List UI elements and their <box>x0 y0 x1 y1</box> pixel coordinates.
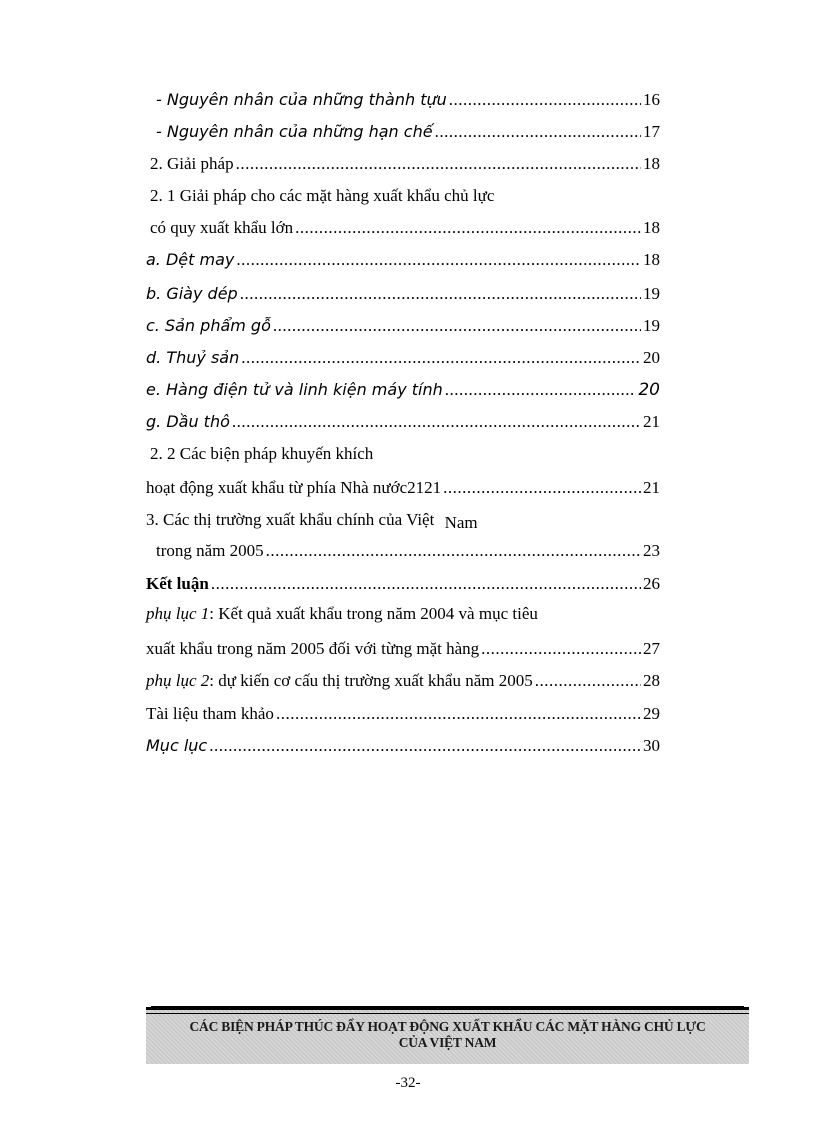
toc-entry-label: 3. Các thị trường xuất khẩu chính của Việt <box>146 510 435 529</box>
toc-entry[interactable] <box>146 570 660 594</box>
appendix-label: phụ lục 1 <box>146 604 210 623</box>
leader-dots <box>266 541 641 561</box>
toc-entry-label: - Nguyên nhân của những thành tựu <box>156 90 447 109</box>
leader-dots <box>273 316 641 336</box>
leader-dots <box>445 380 637 400</box>
toc-entry-label: hoạt động xuất khẩu từ phía Nhà nước2121 <box>146 478 442 497</box>
toc-heading-line <box>150 444 373 464</box>
toc-entry[interactable] <box>150 150 660 174</box>
toc-entry[interactable] <box>146 635 660 659</box>
toc-entry-label: b. Giày dép <box>146 284 238 303</box>
toc-entry[interactable] <box>146 732 660 756</box>
toc-entry-label: trong năm 2005 <box>156 541 264 560</box>
footer-rule <box>146 1013 749 1014</box>
leader-dots <box>241 348 641 368</box>
toc-entry-page: 21 <box>643 478 660 497</box>
footer-title-line2: CỦA VIỆT NAM <box>398 1035 497 1050</box>
toc-entry-label: a. Dệt may <box>146 250 235 269</box>
toc-heading-line <box>146 510 478 530</box>
toc-entry-label: Kết luận <box>146 574 209 593</box>
toc-entry[interactable] <box>150 214 660 238</box>
toc-entry[interactable] <box>156 537 660 561</box>
toc-entry-label: Tài liệu tham khảo <box>146 704 274 723</box>
toc-heading-line <box>150 186 494 206</box>
toc-entry-label: d. Thuỷ sản <box>146 348 240 367</box>
toc-entry-page: 16 <box>643 90 660 109</box>
toc-entry-suffix: Nam <box>444 513 478 532</box>
toc-entry-page: 21 <box>643 412 660 431</box>
leader-dots <box>535 671 641 691</box>
toc-entry-page: 17 <box>643 122 660 141</box>
toc-entry[interactable] <box>146 408 660 432</box>
appendix-title: : dự kiến cơ cấu thị trường xuất khẩu năm 2005 <box>209 671 533 690</box>
toc-entry-label: có quy xuất khẩu lớn <box>150 218 294 237</box>
leader-dots <box>232 412 641 432</box>
toc-entry-page: 30 <box>643 736 660 755</box>
toc-entry-label <box>146 671 533 691</box>
toc-heading-line <box>146 604 538 624</box>
leader-dots <box>276 704 641 724</box>
toc-entry-page: 19 <box>643 316 660 335</box>
toc-entry-label: c. Sản phẩm gỗ <box>146 316 271 335</box>
toc-entry[interactable] <box>146 246 660 270</box>
leader-dots <box>211 574 641 594</box>
toc-entry-label: 2. Giải pháp <box>150 154 234 173</box>
leader-dots <box>435 122 641 142</box>
toc-entry-label: 2. 2 Các biện pháp khuyến khích <box>150 444 374 463</box>
leader-dots <box>481 639 641 659</box>
leader-dots <box>236 154 641 174</box>
leader-dots <box>236 250 641 270</box>
toc-entry-page: 23 <box>643 541 660 560</box>
toc-entry-page: 18 <box>643 218 660 237</box>
toc-entry[interactable] <box>156 118 660 142</box>
toc-entry-page: 20 <box>643 348 660 367</box>
toc-entry-page: 29 <box>643 704 660 723</box>
toc-entry-page: 27 <box>643 639 660 658</box>
leader-dots <box>295 218 641 238</box>
toc-entry-label: e. Hàng điện tử và linh kiện máy tính <box>146 380 443 399</box>
leader-dots <box>443 478 641 498</box>
appendix-label: phụ lục 2 <box>146 671 210 690</box>
toc-entry-page: 18 <box>643 250 660 269</box>
footer-title-line1: CÁC BIỆN PHÁP THÚC ĐẨY HOẠT ĐỘNG XUẤT KHẨU CÁC MẶT HÀNG CHỦ LỰC <box>189 1019 706 1034</box>
toc-entry-label: g. Dầu thô <box>146 412 230 431</box>
toc-entry[interactable] <box>146 700 660 724</box>
toc-entry-page: 28 <box>643 671 660 690</box>
toc-entry[interactable] <box>146 376 660 400</box>
toc-entry-page: 20 <box>638 380 660 400</box>
toc-entry[interactable] <box>156 86 660 110</box>
toc-entry-label: xuất khẩu trong năm 2005 đối với từng mặt hàng <box>146 639 480 658</box>
toc-entry[interactable] <box>146 667 660 691</box>
page-footer-banner <box>146 1007 749 1064</box>
toc-entry[interactable] <box>146 280 660 304</box>
toc-entry[interactable] <box>146 474 660 498</box>
leader-dots <box>209 736 641 756</box>
footer-title <box>146 1019 749 1051</box>
toc-entry-label: - Nguyên nhân của những hạn chế <box>156 122 433 141</box>
toc-entry-page: 26 <box>643 574 660 593</box>
toc-entry-label: : Kết quả xuất khẩu trong năm 2004 và mục tiêu <box>209 604 538 623</box>
leader-dots <box>449 90 641 110</box>
leader-dots <box>240 284 641 304</box>
toc-entry[interactable] <box>146 312 660 336</box>
toc-entry[interactable] <box>146 344 660 368</box>
toc-entry-page: 19 <box>643 284 660 303</box>
toc-entry-label: 2. 1 Giải pháp cho các mặt hàng xuất khẩu chủ lực <box>150 186 495 205</box>
page-number: -32- <box>395 1075 421 1091</box>
toc-entry-label: Mục lục <box>146 736 208 755</box>
toc-entry-page: 18 <box>643 154 660 173</box>
